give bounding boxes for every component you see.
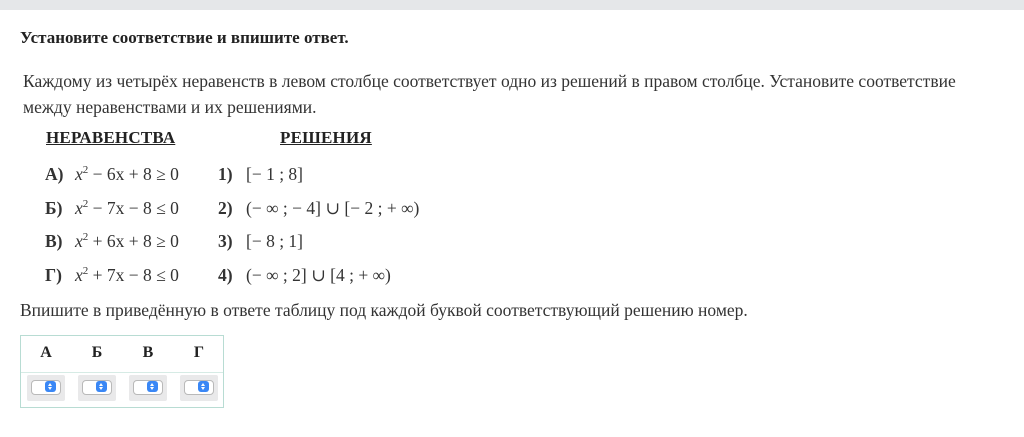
solution-label: 2)	[218, 198, 233, 218]
answer-table-divider	[21, 372, 223, 373]
answer-instruction: Впишите в приведённую в ответе таблицу под каждой буквой соответствующий решению номер.	[20, 300, 748, 320]
solution-text: (− ∞ ; 2] ∪ [4 ; + ∞)	[246, 265, 391, 285]
answer-select-cell-b	[78, 375, 116, 401]
inequality-expression: $x^2 - 6x + 8 \ge 0$	[75, 164, 179, 184]
answer-select-cell-a	[27, 375, 65, 401]
top-bar	[0, 0, 1024, 10]
inequality-expression: $x^2 + 6x + 8 \ge 0$	[75, 231, 179, 251]
inequality-label: А)	[45, 164, 64, 184]
chevron-updown-icon[interactable]	[45, 381, 56, 392]
answer-header-v: В	[142, 344, 154, 361]
inequality-g	[45, 265, 179, 289]
solution-2	[218, 198, 419, 222]
inequality-a	[45, 164, 179, 188]
solution-label: 1)	[218, 164, 233, 184]
answer-header-g: Г	[193, 344, 205, 361]
solution-1	[218, 164, 303, 188]
answer-table	[20, 335, 224, 408]
task-intro: Каждому из четырёх неравенств в левом столбце соответствует одно из решений в правом столбце. Установите соответствие между неравенствами и их решениями.	[23, 71, 956, 117]
solution-text: [− 1 ; 8]	[246, 164, 304, 184]
inequality-expression: $x^2 + 7x - 8 \le 0$	[75, 265, 179, 285]
inequality-label: Г)	[45, 265, 62, 285]
inequality-label: Б)	[45, 198, 63, 218]
task-heading: Установите соответствие и впишите ответ.	[20, 28, 349, 47]
solution-4	[218, 265, 391, 289]
solution-label: 4)	[218, 265, 233, 285]
inequality-b	[45, 198, 179, 222]
answer-select-cell-v	[129, 375, 167, 401]
inequality-label: В)	[45, 231, 63, 251]
inequality-expression: $x^2 - 7x - 8 \le 0$	[75, 198, 179, 218]
chevron-updown-icon[interactable]	[96, 381, 107, 392]
chevron-updown-icon[interactable]	[198, 381, 209, 392]
chevron-updown-icon[interactable]	[147, 381, 158, 392]
answer-header-a: А	[40, 344, 52, 361]
answer-select-cell-g	[180, 375, 218, 401]
inequalities-column-header: НЕРАВЕНСТВА	[46, 128, 176, 147]
solutions-column-header: РЕШЕНИЯ	[280, 128, 372, 147]
solution-text: [− 8 ; 1]	[246, 231, 304, 251]
solution-label: 3)	[218, 231, 233, 251]
inequality-v	[45, 231, 179, 255]
solution-3	[218, 231, 303, 255]
answer-header-b: Б	[91, 344, 103, 361]
solution-text: (− ∞ ; − 4] ∪ [− 2 ; + ∞)	[246, 198, 420, 218]
